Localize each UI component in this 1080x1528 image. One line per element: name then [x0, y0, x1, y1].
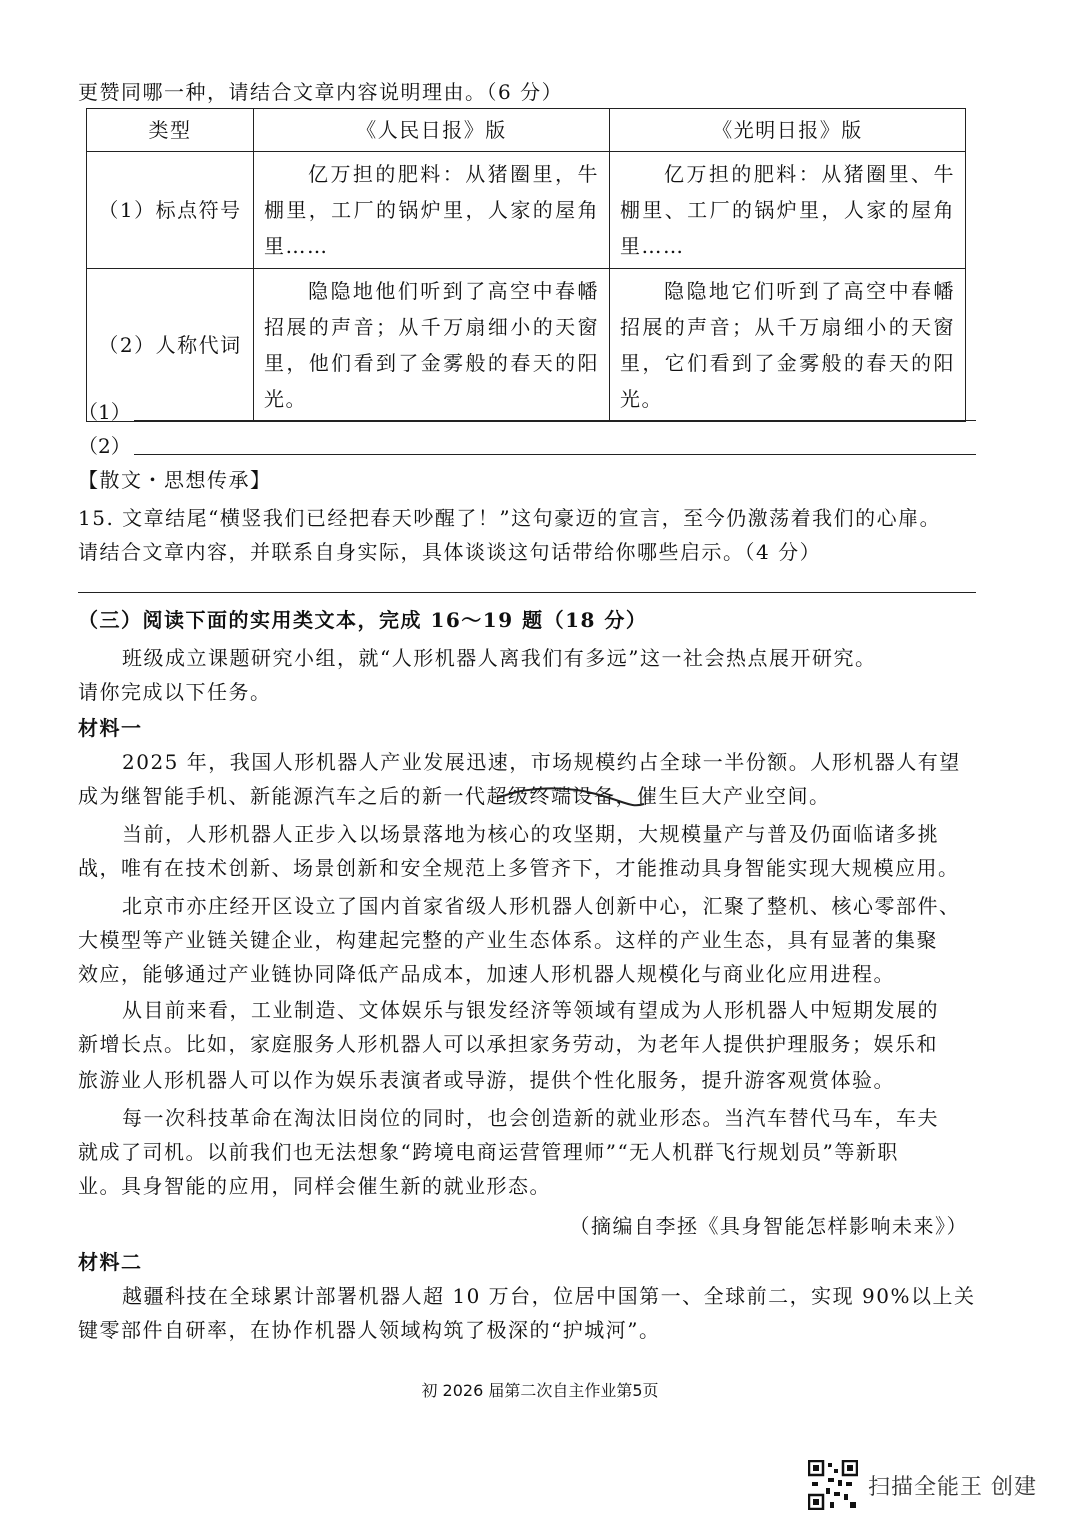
intro-line: 更赞同哪一种，请结合文章内容说明理由。（6 分）: [78, 80, 564, 104]
material-1-line: 业。具身智能的应用，同样会催生新的就业形态。: [78, 1174, 551, 1198]
row-type: （1）标点符号: [87, 152, 254, 269]
material-1-line: 就成了司机。以前我们也无法想象“跨境电商运营管理师”“无人机群飞行规划员”等新职: [78, 1140, 899, 1164]
header-type: 类型: [87, 109, 254, 152]
material-1-line: 新增长点。比如，家庭服务人形机器人可以承担家务劳动，为老年人提供护理服务；娱乐和: [78, 1032, 938, 1056]
material-1-line: 旅游业人形机器人可以作为娱乐表演者或导游，提供个性化服务，提升游客观赏体验。: [78, 1068, 895, 1092]
material-2-line: 键零部件自研率，在协作机器人领域构筑了极深的“护城河”。: [78, 1318, 661, 1342]
section-prose-title: 【散文・思想传承】: [78, 468, 272, 492]
material-1-line: 当前，人形机器人正步入以场景落地为核心的攻坚期，大规模量产与普及仍面临诸多挑: [122, 822, 939, 846]
header-renmin: 《人民日报》版: [254, 109, 610, 152]
header-guangming: 《光明日报》版: [610, 109, 966, 152]
qr-code-icon: [808, 1460, 858, 1510]
section-3-title: （三）阅读下面的实用类文本，完成 16～19 题（18 分）: [78, 608, 648, 632]
material-1-line: 效应，能够通过产业链协同降低产品成本，加速人形机器人规模化与商业化应用进程。: [78, 962, 895, 986]
answer-rule: [134, 454, 976, 455]
table-row: [87, 152, 966, 269]
answer-line-1[interactable]: [78, 398, 131, 426]
answer-rule-15[interactable]: [78, 592, 976, 593]
question-15-line-1: 15. 文章结尾“横竖我们已经把春天吵醒了！”这句豪迈的宣言，至今仍激荡着我们的心扉。: [78, 506, 942, 530]
material-2-line: 越疆科技在全球累计部署机器人超 10 万台，位居中国第一、全球前二，实现 90%以上关: [122, 1284, 976, 1308]
task-intro-line-2: 请你完成以下任务。: [78, 680, 272, 704]
table-header-row: [87, 109, 966, 152]
scanner-watermark: 扫描全能王 创建: [868, 1475, 1037, 1500]
table-row: [87, 269, 966, 422]
material-1-line: 2025 年，我国人形机器人产业发展迅速，市场规模约占全球一半份额。人形机器人有望: [122, 750, 961, 774]
handwritten-underline: [496, 784, 646, 810]
answer-label: （1）: [78, 400, 131, 424]
guangming-text: 亿万担的肥料：从猪圈里、牛棚里、工厂的锅炉里，人家的屋角里……: [610, 152, 966, 269]
material-1-title: 材料一: [78, 716, 143, 740]
material-2-title: 材料二: [78, 1250, 143, 1274]
material-1-line: 大模型等产业链关键企业，构建起完整的产业生态体系。这样的产业生态，具有显著的集聚: [78, 928, 938, 952]
material-1-source: （摘编自李拯《具身智能怎样影响未来》）: [569, 1214, 968, 1238]
task-intro-line-1: 班级成立课题研究小组，就“人形机器人离我们有多远”这一社会热点展开研究。: [122, 646, 877, 670]
question-15-line-2: 请结合文章内容，并联系自身实际，具体谈谈这句话带给你哪些启示。（4 分）: [78, 540, 822, 564]
material-1-line: 北京市亦庄经开区设立了国内首家省级人形机器人创新中心，汇聚了整机、核心零部件、: [122, 894, 961, 918]
answer-label: （2）: [78, 434, 131, 458]
renmin-text: 亿万担的肥料：从猪圈里，牛棚里，工厂的锅炉里，人家的屋角里……: [254, 152, 610, 269]
material-1-line: 战，唯有在技术创新、场景创新和安全规范上多管齐下，才能推动具身智能实现大规模应用。: [78, 856, 960, 880]
comparison-table: [86, 108, 966, 422]
page-footer: 初 2026 届第二次自主作业第5页: [421, 1381, 659, 1400]
renmin-text: 隐隐地他们听到了高空中春幡招展的声音；从千万扇细小的天窗里，他们看到了金雾般的春天的阳光。: [254, 269, 610, 422]
guangming-text: 隐隐地它们听到了高空中春幡招展的声音；从千万扇细小的天窗里，它们看到了金雾般的春天的阳光。: [610, 269, 966, 422]
material-1-line: 从目前来看，工业制造、文体娱乐与银发经济等领域有望成为人形机器人中短期发展的: [122, 998, 939, 1022]
material-1-line: 成为继智能手机、新能源汽车之后的新一代超级终端设备，催生巨大产业空间。: [78, 784, 831, 808]
answer-line-2[interactable]: [78, 432, 131, 460]
material-1-line: 每一次科技革命在淘汰旧岗位的同时，也会创造新的就业形态。当汽车替代马车，车夫: [122, 1106, 939, 1130]
row-type: （2）人称代词: [87, 269, 254, 422]
answer-rule: [134, 420, 976, 421]
